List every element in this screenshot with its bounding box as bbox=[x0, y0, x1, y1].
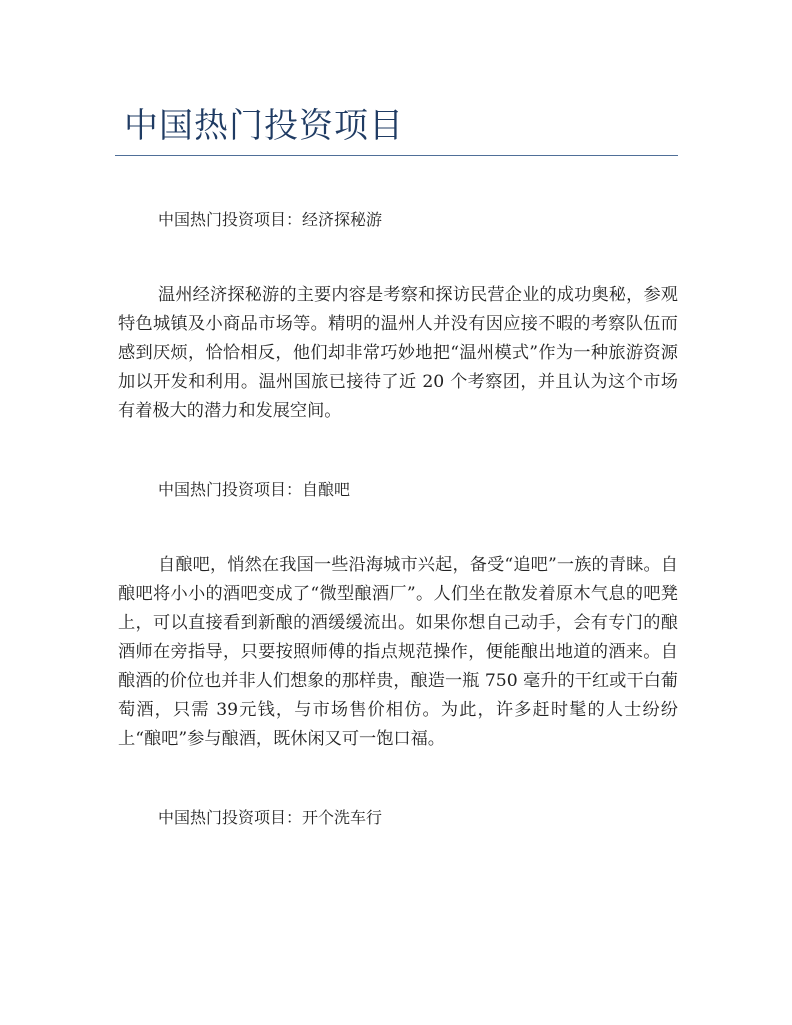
section-paragraph: 温州经济探秘游的主要内容是考察和探访民营企业的成功奥秘，参观特色城镇及小商品市场等。精明的温州人并没有因应接不暇的考察队伍而感到厌烦，恰恰相反，他们却非常巧妙地把“温州模式”作为一种旅游资源加以开发和利用。温州国旅已接待了近 20 个考察团，并且认为这个市场有着极大的潜力和发展空间。 bbox=[118, 285, 678, 421]
section-car-wash bbox=[118, 803, 678, 832]
section-economic-tour bbox=[118, 205, 678, 475]
section-heading: 中国热门投资项目：开个洗车行 bbox=[158, 808, 383, 827]
document-body bbox=[118, 205, 678, 832]
title-divider bbox=[115, 155, 678, 156]
section-paragraph: 自酿吧，悄然在我国一些沿海城市兴起，备受“追吧”一族的青睐。自酿吧将小小的酒吧变成了“微型酿酒厂”。人们坐在散发着原木气息的吧凳上，可以直接看到新酿的酒缓缓流出。如果你想自己动手，会有专门的酿酒师在旁指导，只要按照师傅的指点规范操作，便能酿出地道的酒来。自酿酒的价位也并非人们想象的那样贵，酿造一瓶 750 毫升的干红或干白葡萄酒，只需 39元钱，与市场售价相仿。为此，许多赶时髦的人士纷纷上“酿吧”参与酿酒，既休闲又可一饱口福。 bbox=[118, 555, 678, 749]
page-title: 中国热门投资项目 bbox=[124, 106, 404, 146]
section-heading: 中国热门投资项目：经济探秘游 bbox=[158, 210, 383, 229]
section-brew-bar bbox=[118, 475, 678, 803]
section-heading: 中国热门投资项目：自酿吧 bbox=[158, 480, 351, 499]
